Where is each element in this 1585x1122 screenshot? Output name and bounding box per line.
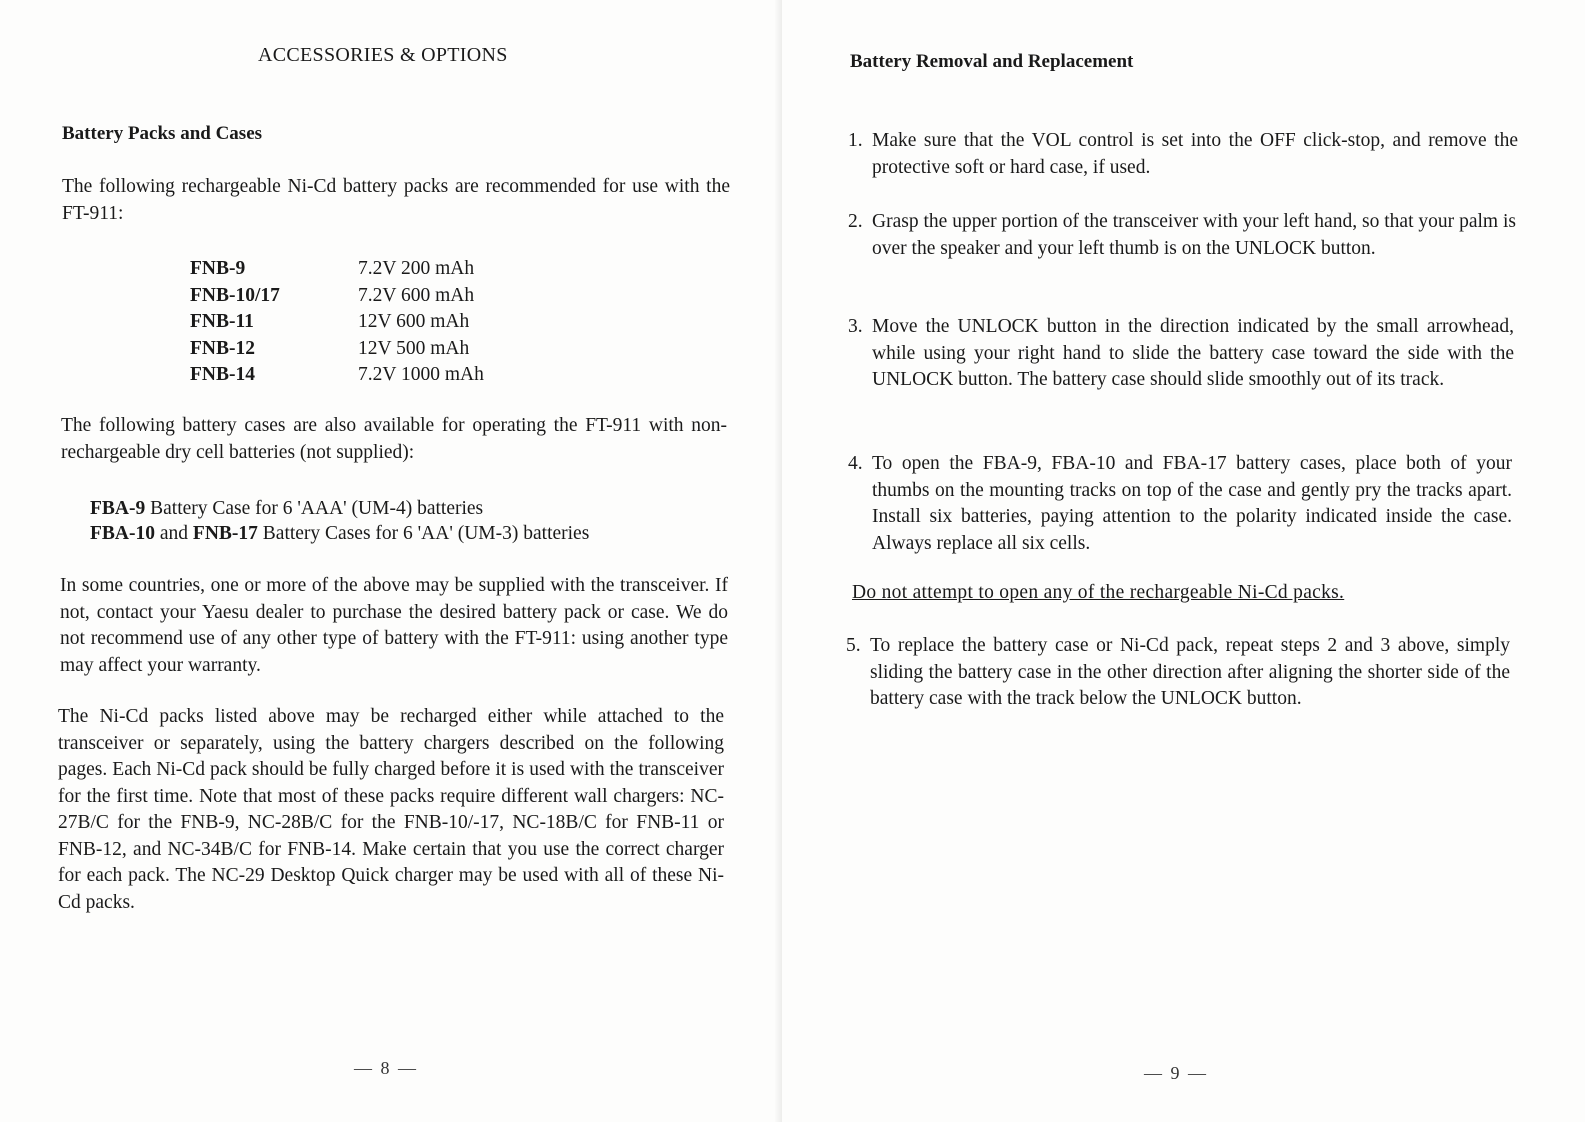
charging-paragraph: The Ni-Cd packs listed above may be recharged either while attached to the transceiver or separately, using the battery chargers described on the following pages. Each Ni-Cd pack should be fully charged before it is used with the transceiver for the first time. Note that most of these packs require different wall chargers: NC-27B/C for the FNB-9, NC-28B/C for the FNB-10/-17, NC-18B/C for FNB-11 or FNB-12, and NC-34B/C for FNB-14. Make certain that you use the correct charger for each pack. The NC-29 Desktop Quick charger may be used with all of these Ni-Cd packs. (58, 706, 724, 913)
battery-pack-row (190, 283, 484, 310)
battery-pack-spec: 12V 600 mAh (358, 311, 470, 332)
step-number: 5. (846, 635, 861, 656)
case-line-fba9 (90, 496, 730, 521)
battery-pack-row (190, 362, 484, 389)
step-text: To open the FBA-9, FBA-10 and FBA-17 battery cases, place both of your thumbs on the mounting tracks on top of the case and gently pry the tracks apart. Install six batteries, paying attention to the polarity indicated inside the case. Always replace all six cells. (872, 453, 1512, 554)
battery-pack-table (190, 256, 484, 389)
step-number: 4. (848, 453, 863, 474)
step-number: 3. (848, 316, 863, 337)
step-3 (848, 314, 1514, 394)
step-1 (848, 128, 1518, 181)
section-heading-battery-packs: Battery Packs and Cases (62, 123, 263, 144)
page-title: ACCESSORIES & OPTIONS (258, 44, 508, 66)
step-number: 2. (848, 211, 863, 232)
battery-pack-model: FNB-9 (190, 258, 246, 279)
step-number: 1. (848, 130, 863, 151)
step-text: Grasp the upper portion of the transceiver with your left hand, so that your palm is over the speaker and your left thumb is on the UNLOCK button. (872, 211, 1516, 259)
step-text: Make sure that the VOL control is set into the OFF click-stop, and remove the protective soft or hard case, if used. (872, 130, 1518, 178)
page-number-left: — 8 — (354, 1058, 418, 1078)
cases-intro-paragraph: The following battery cases are also available for operating the FT-911 with non-rechargeable dry cell batteries (not supplied): (61, 415, 727, 463)
section-heading-battery-removal: Battery Removal and Replacement (850, 51, 1134, 72)
case-model-fba10: FBA-10 (90, 523, 155, 544)
battery-pack-model: FNB-10/17 (190, 284, 280, 306)
battery-pack-row (190, 256, 484, 283)
left-page (0, 0, 782, 1122)
intro-paragraph: The following rechargeable Ni-Cd battery packs are recommended for use with the FT-911: (62, 176, 730, 224)
step-2 (848, 209, 1516, 262)
step-4 (848, 451, 1512, 557)
page-number-right: — 9 — (1144, 1063, 1208, 1083)
battery-pack-model: FNB-12 (190, 337, 255, 359)
battery-pack-rows (190, 256, 484, 389)
case-and-text: and (155, 523, 193, 544)
case-desc-fba9: Battery Case for 6 'AAA' (UM-4) batteries (145, 498, 484, 519)
battery-pack-row (190, 336, 484, 363)
step-text: Move the UNLOCK button in the direction indicated by the small arrowhead, while using your right hand to slide the battery case toward the side with the UNLOCK button. The battery case should slide smoothly out of its track. (872, 316, 1514, 390)
step-5 (846, 633, 1510, 713)
battery-pack-spec: 7.2V 1000 mAh (358, 364, 484, 385)
step-text: To replace the battery case or Ni-Cd pack, repeat steps 2 and 3 above, simply sliding the battery case in the other direction after aligning the shorter side of the battery case with the track below the UNLOCK button. (870, 635, 1510, 709)
battery-pack-spec: 7.2V 600 mAh (358, 284, 475, 306)
battery-pack-model: FNB-14 (190, 364, 255, 385)
battery-pack-model: FNB-11 (190, 311, 254, 332)
battery-pack-spec: 7.2V 200 mAh (358, 258, 475, 279)
right-page (782, 0, 1585, 1122)
ni-cd-warning: Do not attempt to open any of the rechargeable Ni-Cd packs. (852, 582, 1345, 603)
battery-pack-spec: 12V 500 mAh (358, 337, 470, 359)
case-model-fnb17: FNB-17 (192, 523, 258, 544)
supply-paragraph: In some countries, one or more of the above may be supplied with the transceiver. If not, contact your Yaesu dealer to purchase the desired battery pack or case. We do not recommend use of any other type of battery with the FT-911: using another type may affect your warranty. (60, 575, 728, 676)
case-line-fba10-fnb17 (90, 521, 730, 546)
battery-pack-row (190, 309, 484, 336)
case-model-fba9: FBA-9 (90, 498, 146, 519)
case-desc-fba10: Battery Cases for 6 'AA' (UM-3) batteries (257, 523, 590, 544)
